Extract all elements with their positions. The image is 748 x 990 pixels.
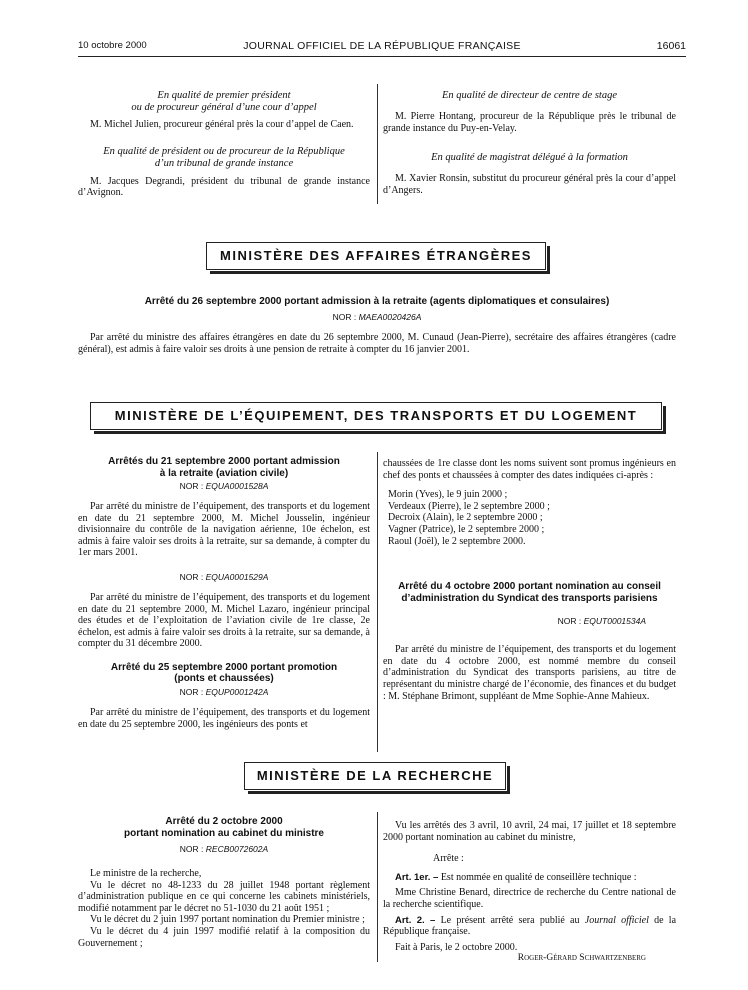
ministry-title: MINISTÈRE DE L’ÉQUIPEMENT, DES TRANSPORTS ET DU LOGEMENT [114, 408, 638, 423]
list-item: Vagner (Patrice), le 2 septembre 2000 ; [388, 523, 545, 535]
top-right-column [383, 90, 676, 196]
nor-reference: NOR : EQUA0001528A [179, 481, 269, 491]
visa-paragraph: Vu le décret du 4 juin 1997 modifié relatif à la composition du Gouvernement ; [78, 925, 370, 949]
nor-reference: NOR : EQUP0001242A [179, 686, 269, 697]
appointment-text: M. Michel Julien, procureur général près la cour d’appel de Caen. [90, 119, 354, 130]
column-divider [377, 812, 378, 962]
list-item: Decroix (Alain), le 2 septembre 2000 ; [388, 512, 543, 524]
list-item: Morin (Yves), le 9 juin 2000 ; [388, 489, 508, 501]
appointment-text: M. Pierre Hontang, procureur de la République près le tribunal de grande instance du Puy-en-Velay. [383, 111, 676, 134]
equipement-right-column [383, 458, 676, 702]
ministry-title: MINISTÈRE DES AFFAIRES ÉTRANGÈRES [220, 248, 532, 263]
visa-paragraph: Vu les arrêtés des 3 avril, 10 avril, 24 mai, 17 juillet et 18 septembre 2000 portant nomination au cabinet du ministre, [383, 820, 676, 843]
article-1: Art. 1er. – Est nommée en qualité de conseillère technique : [395, 871, 637, 883]
equipement-left-column [78, 456, 370, 730]
column-divider [377, 452, 378, 752]
top-left-column [78, 90, 370, 199]
list-item: Verdeaux (Pierre), le 2 septembre 2000 ; [388, 500, 550, 512]
header-page-number: 16061 [656, 40, 686, 52]
arrete-title: Arrêté du 25 septembre 2000 portant promotion (ponts et chaussées) [110, 661, 338, 685]
arrete-title: Arrêté du 4 octobre 2000 portant nomination au conseil d’administration du Syndicat des transports parisiens [398, 581, 661, 604]
header-date: 10 octobre 2000 [78, 40, 147, 51]
signing-place-date: Fait à Paris, le 2 octobre 2000. [395, 941, 518, 953]
header-title: JOURNAL OFFICIEL DE LA RÉPUBLIQUE FRANÇAISE [243, 40, 521, 52]
nor-reference: NOR : EQUA0001529A [179, 571, 269, 582]
section-heading: En qualité de magistrat délégué à la formation [431, 152, 628, 164]
arrete-text: Par arrêté du ministre de l’équipement, des transports et du logement en date du 4 octobre 2000, est nommé membre du conseil d’administration du Syndicat des transports parisiens, au titre de représentant du ministre chargé de l’économie, des finances et du budget : M. Stéphane Brimont, suppléant de Mme Sophie-Anne Mahieux. [383, 644, 676, 702]
arrete-text-continued: chaussées de 1re classe dont les noms suivent sont promus ingénieurs en chef des ponts et chaussées à compter des dates indiquées ci-après : [383, 458, 676, 481]
arrete-title: Arrêté du 2 octobre 2000 portant nomination au cabinet du ministre [123, 816, 324, 839]
arrete-title: Arrêtés du 21 septembre 2000 portant admission à la retraite (aviation civile) [108, 456, 340, 479]
arrete-formula: Arrête : [433, 853, 464, 865]
article-1-appointee: Mme Christine Benard, directrice de recherche du Centre national de la recherche scientifique. [383, 887, 676, 910]
nor-reference: NOR : MAEA0020426A [332, 312, 422, 322]
column-divider [377, 84, 378, 204]
visa-paragraph: Vu le décret no 48-1233 du 28 juillet 1948 portant règlement d’administration publique en ce qui concerne les cabinets ministériels, modifié notamment par le décret no 51-1030 du 21 août 1951 ; [78, 879, 370, 914]
ministry-heading-recherche [244, 762, 506, 790]
visa-paragraph: Vu le décret du 2 juin 1997 portant nomination du Premier ministre ; [90, 914, 365, 926]
ministry-heading-affaires [206, 242, 546, 270]
promotion-list [383, 489, 676, 547]
arrete-title: Arrêté du 26 septembre 2000 portant admission à la retraite (agents diplomatiques et consulaires) [144, 296, 610, 307]
ministry-heading-equipement [90, 402, 662, 430]
visa-paragraph: Le ministre de la recherche, [90, 868, 202, 879]
arrete-text: Par arrêté du ministre de l’équipement, des transports et du logement en date du 25 septembre 2000, les ingénieurs des ponts et [78, 706, 370, 730]
recherche-right-column [383, 820, 676, 965]
arrete-text: Par arrêté du ministre des affaires étrangères en date du 26 septembre 2000, M. Cunaud (Jean-Pierre), secrétaire des affaires étrangères (cadre général), est admis à faire valoir ses droits à une pension de retraite à compter du 16 janvier 2001. [78, 332, 676, 355]
page-header [78, 40, 686, 57]
ministry-title: MINISTÈRE DE LA RECHERCHE [256, 768, 494, 783]
article-2: Art. 2. – Le présent arrêté sera publié au Journal officiel de la République française. [383, 914, 677, 938]
recherche-left-column [78, 816, 370, 949]
nor-reference: NOR : EQUT0001534A [557, 616, 646, 627]
section-heading: En qualité de premier président ou de procureur général d’une cour d’appel [131, 90, 317, 113]
appointment-text: M. Jacques Degrandi, président du tribunal de grande instance d’Avignon. [78, 175, 370, 199]
signature: Roger-Gérard Schwartzenberg [517, 953, 646, 964]
arrete-text: Par arrêté du ministre de l’équipement, des transports et du logement en date du 21 septembre 2000, M. Michel Jousselin, ingénieur divisionnaire du contrôle de la navigation aérienne, 10e échelon, est admis à faire valoir ses droits à la retraite, sur sa demande, à compter du 1er mars 2001. [78, 501, 370, 559]
section-heading: En qualité de président ou de procureur de la République d’un tribunal de grande instance [103, 145, 345, 169]
list-item: Raoul (Joël), le 2 septembre 2000. [388, 535, 526, 547]
nor-reference: NOR : RECB0072602A [179, 844, 269, 854]
section-heading: En qualité de directeur de centre de stage [441, 90, 618, 101]
appointment-text: M. Xavier Ronsin, substitut du procureur général près la cour d’appel d’Angers. [383, 173, 676, 196]
arrete-text: Par arrêté du ministre de l’équipement, des transports et du logement en date du 21 septembre 2000, M. Michel Lazaro, ingénieur principal des études et de l’exploitation de l’aviation civile de 1re classe, 2e échelon, est admis à faire valoir ses droits à la retraite, sur sa demande, à compter du 31 décembre 2000. [78, 591, 370, 650]
